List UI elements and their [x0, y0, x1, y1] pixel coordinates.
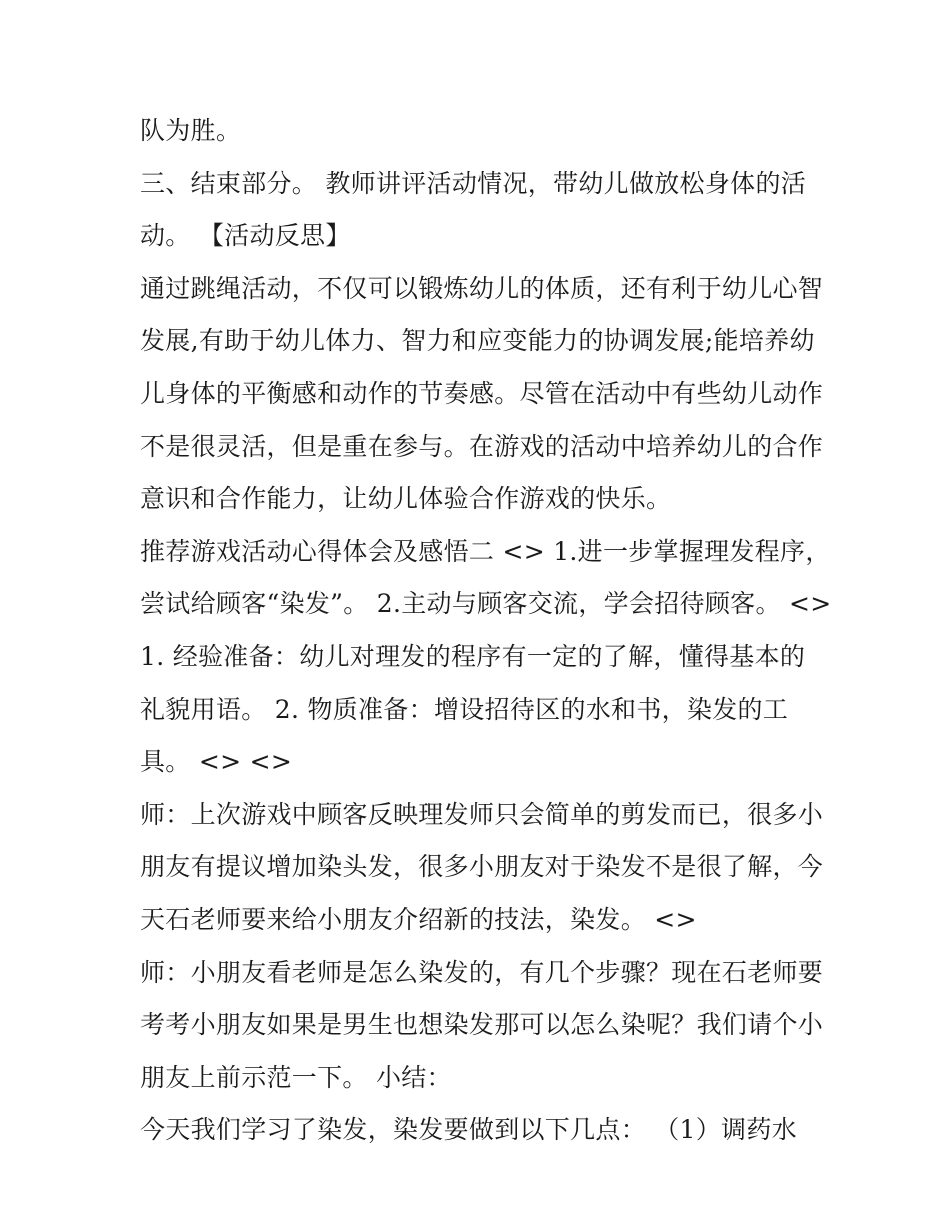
text-line: 动。 【活动反思】: [140, 221, 351, 251]
text-line: 队为胜。: [140, 116, 242, 145]
text-line: 今天我们学习了染发，染发要做到以下几点： （1）调药水: [140, 1115, 797, 1145]
text-line: 礼貌用语。 2. 物质准备：增设招待区的水和书，染发的工: [140, 694, 789, 724]
document-body: [140, 105, 830, 1157]
text-line: 考考小朋友如果是男生也想染发那可以怎么染呢？我们请个小: [140, 1010, 824, 1040]
text-line: 推荐游戏活动心得体会及感悟二 <> 1.进一步掌握理发程序，: [140, 536, 831, 566]
text-line: 天石老师要来给小朋友介绍新的技法，染发。 <>: [140, 904, 697, 934]
text-line: 三、结束部分。 教师讲评活动情况，带幼儿做放松身体的活: [140, 168, 807, 198]
text-line: 具。 <> <>: [140, 747, 293, 777]
text-line: 朋友上前示范一下。 小结：: [140, 1062, 452, 1092]
text-line: 儿身体的平衡感和动作的节奏感。尽管在活动中有些幼儿动作: [140, 378, 824, 408]
text-line: 发展,有助于幼儿体力、智力和应变能力的协调发展;能培养幼: [140, 326, 815, 356]
text-line: 朋友有提议增加染头发，很多小朋友对于染发不是很了解，今: [140, 852, 824, 882]
text-line: 师：小朋友看老师是怎么染发的，有几个步骤？现在石老师要: [140, 957, 824, 987]
text-line: 不是很灵活，但是重在参与。在游戏的活动中培养幼儿的合作: [140, 431, 824, 461]
text-line: 意识和合作能力，让幼儿体验合作游戏的快乐。: [140, 484, 672, 514]
text-line: 1. 经验准备：幼儿对理发的程序有一定的了解，懂得基本的: [140, 641, 806, 671]
text-line: 尝试给顾客“染发”。 2.主动与顾客交流，学会招待顾客。 <>: [140, 589, 832, 619]
text-line: 师：上次游戏中顾客反映理发师只会简单的剪发而已，很多小: [140, 799, 824, 829]
text-line: 通过跳绳活动，不仅可以锻炼幼儿的体质，还有利于幼儿心智: [140, 273, 824, 303]
